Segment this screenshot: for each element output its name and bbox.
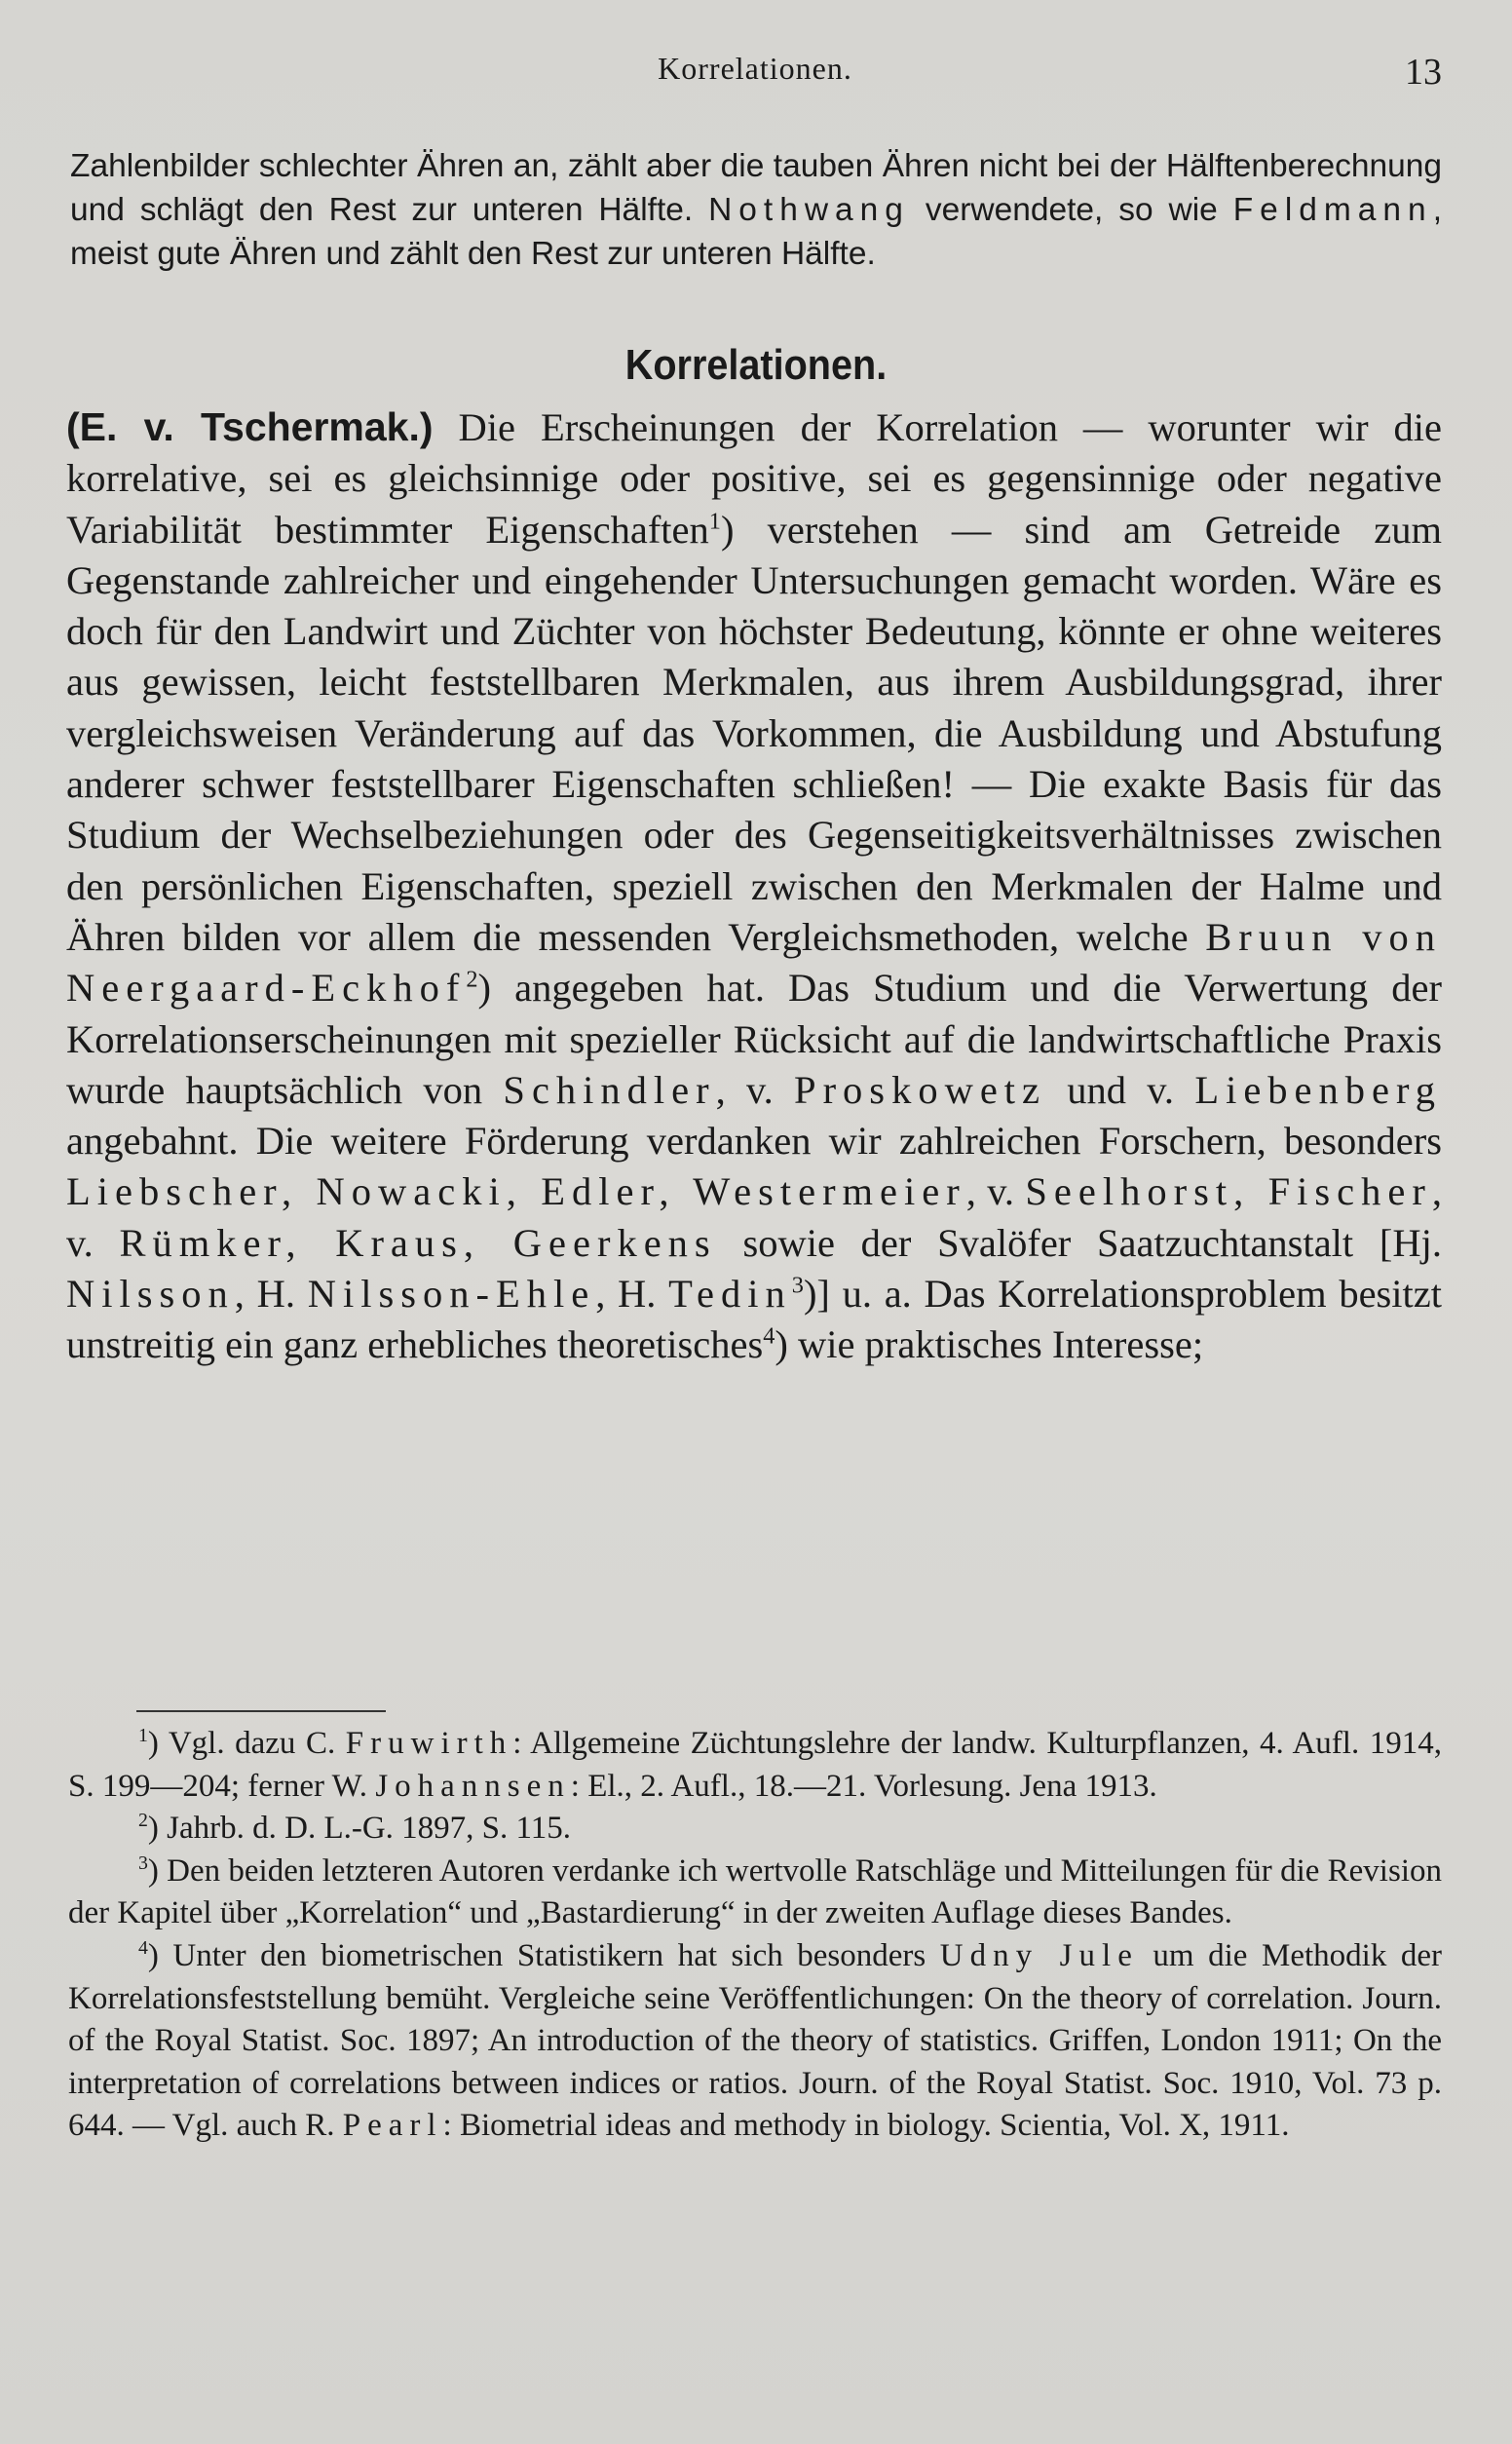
body-text: Die Erscheinungen der Korrelation — worunter wir die korrelative, sei es gleichsinnige oder positive, sei es gegensinnige oder negative Variabilität bestimmter Eigenschaften bbox=[66, 405, 1443, 552]
footnote-2 bbox=[68, 1808, 1442, 1851]
footnote-mark: 1 bbox=[138, 1725, 148, 1746]
author-name: Bruun von Neergaard-Eckhof bbox=[66, 914, 1442, 1011]
author-name: Nilsson-Ehle bbox=[307, 1272, 596, 1317]
footnote-text: um die Methodik der Korrelationsfeststellung bemüht. Vergleiche seine Veröffentlichungen: On the theory of correlation. Journ. of the Royal Statist. Soc. 1897; An introduction of the theory of statistics. Griffen, London 1911; On the interpretation of correlations between indices or ratios. Journ. of the Royal Statist. Soc. 1910, Vol. 73 p. 644. — Vgl. auch R. bbox=[68, 1937, 1443, 2144]
author-name: Proskowetz bbox=[794, 1067, 1047, 1112]
main-paragraph bbox=[66, 401, 1442, 1371]
author-name: Schindler bbox=[503, 1067, 716, 1112]
footnote-text: ) Unter den biometrischen Statistikern hat sich besonders bbox=[147, 1937, 926, 1973]
footnote-text: ) Den beiden letzteren Autoren verdanke ich wertvolle Ratschläge und Mitteilungen für die Revision der Kapitel über „Korrelation“ und „Bastardierung“ in der zweiten Auflage dieses Bandes. bbox=[68, 1852, 1442, 1931]
author-name: Johannsen bbox=[375, 1768, 571, 1804]
footnote-1 bbox=[68, 1723, 1442, 1808]
author-name: Tedin bbox=[668, 1272, 792, 1317]
author-name: Pearl bbox=[342, 2108, 443, 2144]
footnote-mark: 3 bbox=[138, 1852, 148, 1874]
footnote-ref: 4 bbox=[763, 1322, 775, 1350]
author-name: Rümker, Kraus, Geerkens bbox=[119, 1220, 717, 1265]
footnotes bbox=[68, 1723, 1442, 2148]
author-name: Nothwang bbox=[708, 192, 910, 228]
footnote-text: : Allgemeine Züchtungslehre der landw. Kulturpflanzen, 4. Aufl. 1914, S. 199—204; ferner W. bbox=[68, 1726, 1442, 1804]
body-text: )] u. a. Das Korrelationsproblem besitzt unstreitig ein ganz erhebliches theoretisches bbox=[66, 1272, 1443, 1367]
footnote-ref: 3 bbox=[791, 1272, 804, 1299]
author-name: Liebscher, Nowacki, Edler, Westermeier bbox=[66, 1169, 966, 1214]
intro-text: Zahlenbilder schlechter Ähren an, zählt aber die tauben Ähren nicht bei der Hälftenberechnung und schlägt den Rest zur unteren Hälfte. bbox=[70, 148, 1442, 228]
footnote-divider bbox=[136, 1710, 386, 1712]
body-text: ) angegeben hat. Das Studium und die Verwertung der Korrelationserscheinungen mit spezieller Rücksicht auf die landwirtschaftliche Praxis wurde hauptsächlich von bbox=[66, 966, 1442, 1112]
author-name: Feldmann bbox=[1232, 192, 1433, 228]
intro-paragraph bbox=[70, 144, 1442, 276]
body-text: , v. bbox=[715, 1067, 774, 1112]
body-text: und v. bbox=[1067, 1067, 1175, 1112]
footnote-text: ) Vgl. dazu C. bbox=[147, 1726, 336, 1761]
body-text: , v. bbox=[66, 1169, 1442, 1265]
author-name: Fruwirth bbox=[345, 1726, 513, 1761]
page-header bbox=[68, 51, 1442, 99]
footnote-3 bbox=[68, 1851, 1442, 1935]
author-name: Seelhorst, Fischer bbox=[1025, 1169, 1432, 1214]
body-text: , H. bbox=[234, 1272, 295, 1317]
body-text: , v. bbox=[965, 1169, 1015, 1214]
author-name: Liebenberg bbox=[1194, 1067, 1443, 1112]
intro-text: verwendete, so wie bbox=[925, 192, 1218, 228]
section-author: (E. v. Tschermak.) bbox=[66, 404, 434, 449]
body-text: ) wie praktisches Interesse; bbox=[775, 1322, 1204, 1367]
body-text: ) verstehen — sind am Getreide zum Gegenstande zahlreicher und eingehender Untersuchungen gemacht worden. Wäre es doch für den Landwirt und Züchter von höchster Bedeutung, könnte er ohne weiteres aus gewissen, leicht feststellbaren Merkmalen, aus ihrem Ausbildungsgrad, ihrer vergleichsweisen Veränderung auf das Vorkommen, die Ausbildung und Abstufung anderer schwer feststellbarer Eigenschaften schließen! — Die exakte Basis für das Studium der Wechselbeziehungen oder des Gegenseitigkeitsverhältnisses zwischen den persönlichen Eigenschaften, speziell zwischen den Merkmalen der Halme und Ähren bilden vor allem die messenden Vergleichsmethoden, welche bbox=[66, 507, 1442, 959]
author-name: Nilsson bbox=[66, 1272, 235, 1317]
footnote-ref: 1 bbox=[708, 508, 721, 535]
footnote-text: : Biometrial ideas and methody in biology. Scientia, Vol. X, 1911. bbox=[442, 2108, 1290, 2144]
body-text: sowie der Svalöfer Saatzuchtanstalt [Hj. bbox=[742, 1220, 1443, 1265]
running-head: Korrelationen. bbox=[658, 51, 852, 86]
footnote-text: ) Jahrb. d. D. L.-G. 1897, S. 115. bbox=[147, 1811, 572, 1847]
page-number: 13 bbox=[1405, 52, 1442, 93]
body-text: , H. bbox=[595, 1272, 657, 1317]
section-heading: Korrelationen. bbox=[624, 341, 888, 389]
body-text: angebahnt. Die weitere Förderung verdanken wir zahlreichen Forschern, besonders bbox=[66, 1119, 1442, 1164]
footnote-mark: 2 bbox=[138, 1810, 148, 1832]
intro-text: , meist gute Ähren und zählt den Rest zur unteren Hälfte. bbox=[70, 192, 1442, 272]
author-name: Udny Jule bbox=[939, 1937, 1139, 1973]
footnote-4 bbox=[68, 1935, 1442, 2148]
footnote-mark: 4 bbox=[138, 1936, 148, 1959]
footnote-ref: 2 bbox=[466, 966, 478, 993]
footnote-text: : El., 2. Aufl., 18.—21. Vorlesung. Jena 1913. bbox=[570, 1768, 1157, 1804]
